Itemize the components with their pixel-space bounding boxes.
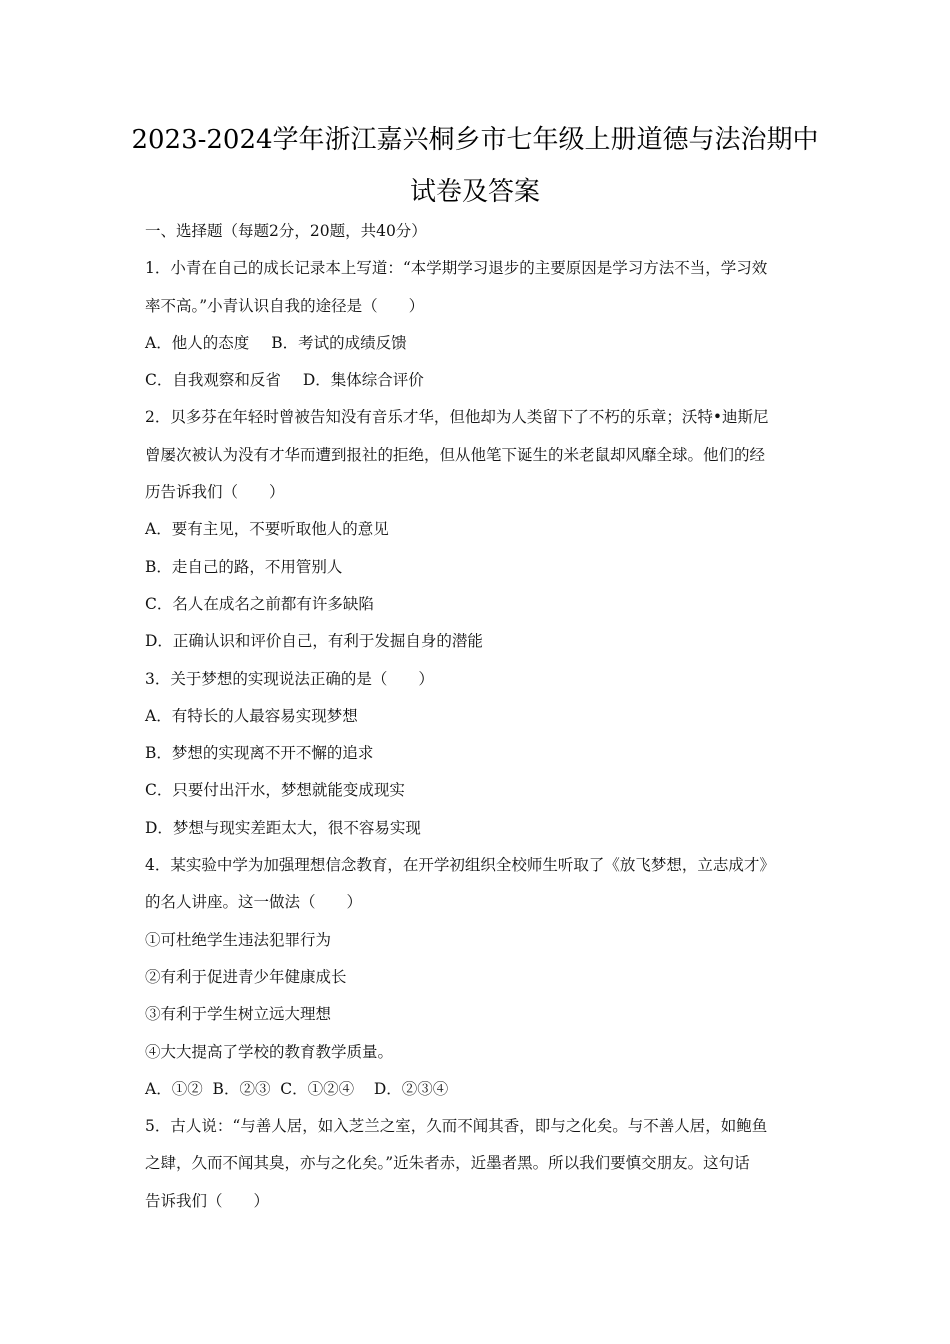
question-3-option-d: D．梦想与现实差距太大，很不容易实现 xyxy=(145,818,421,837)
question-2-option-a: A．要有主见，不要听取他人的意见 xyxy=(145,520,389,539)
question-5-stem-line-1: 5．古人说：“与善人居，如入芝兰之室，久而不闻其香，即与之化矣。与不善人居，如鲍鱼 xyxy=(145,1117,768,1136)
question-2-stem-line-1: 2．贝多芬在年轻时曾被告知没有音乐才华，但他却为人类留下了不朽的乐章；沃特•迪斯尼 xyxy=(145,408,769,427)
question-1-option-a: A．他人的态度 xyxy=(145,333,250,352)
section-header: 一、选择题（每题2分，20题，共40分） xyxy=(145,222,427,240)
question-1-stem-line-2: 率不高。”小青认识自我的途径是（ ） xyxy=(145,296,425,315)
question-4-stem-line-2: 的名人讲座。这一做法（ ） xyxy=(145,893,363,912)
document-title-line-1: 2023-2024学年浙江嘉兴桐乡市七年级上册道德与法治期中 xyxy=(131,125,819,155)
question-2-stem-line-3: 历告诉我们（ ） xyxy=(145,483,285,502)
question-1-options-cd xyxy=(145,362,810,399)
document-body xyxy=(145,213,810,1220)
question-2-option-c: C．名人在成名之前都有许多缺陷 xyxy=(145,594,374,613)
question-4-item-1: ①可杜绝学生违法犯罪行为 xyxy=(145,930,332,949)
question-2-option-d: D．正确认识和评价自己，有利于发掘自身的潜能 xyxy=(145,632,483,651)
question-3-stem: 3．关于梦想的实现说法正确的是（ ） xyxy=(145,669,434,688)
question-4-stem-line-1: 4．某实验中学为加强理想信念教育，在开学初组织全校师生听取了《放飞梦想，立志成才》 xyxy=(145,856,775,875)
document-title-line-2: 试卷及答案 xyxy=(409,177,540,207)
question-1-option-b: B．考试的成绩反馈 xyxy=(271,333,407,352)
question-1-stem-line-1: 1．小青在自己的成长记录本上写道：“本学期学习退步的主要原因是学习方法不当，学习效 xyxy=(145,259,768,278)
question-5-stem-line-2: 之肆，久而不闻其臭，亦与之化矣。”近朱者赤，近墨者黑。所以我们要慎交朋友。这句话 xyxy=(145,1154,750,1173)
question-4-item-3: ③有利于学生树立远大理想 xyxy=(145,1005,332,1024)
question-3-option-c: C．只要付出汗水，梦想就能变成现实 xyxy=(145,781,405,800)
question-4-options: A．①② B．②③ C．①②④ D．②③④ xyxy=(145,1079,449,1098)
question-1-options-ab xyxy=(145,325,810,362)
question-4-item-4: ④大大提高了学校的教育教学质量。 xyxy=(145,1042,394,1061)
question-3-option-b: B．梦想的实现离不开不懈的追求 xyxy=(145,744,374,763)
question-3-option-a: A．有特长的人最容易实现梦想 xyxy=(145,706,358,725)
question-2-option-b: B．走自己的路，不用管别人 xyxy=(145,557,343,576)
question-1-option-d: D．集体综合评价 xyxy=(302,371,424,390)
question-1-option-c: C．自我观察和反省 xyxy=(145,371,281,390)
question-5-stem-line-3: 告诉我们（ ） xyxy=(145,1191,270,1210)
question-2-stem-line-2: 曾屡次被认为没有才华而遭到报社的拒绝，但从他笔下诞生的米老鼠却风靡全球。他们的经 xyxy=(145,445,766,464)
question-4-item-2: ②有利于促进青少年健康成长 xyxy=(145,967,347,986)
